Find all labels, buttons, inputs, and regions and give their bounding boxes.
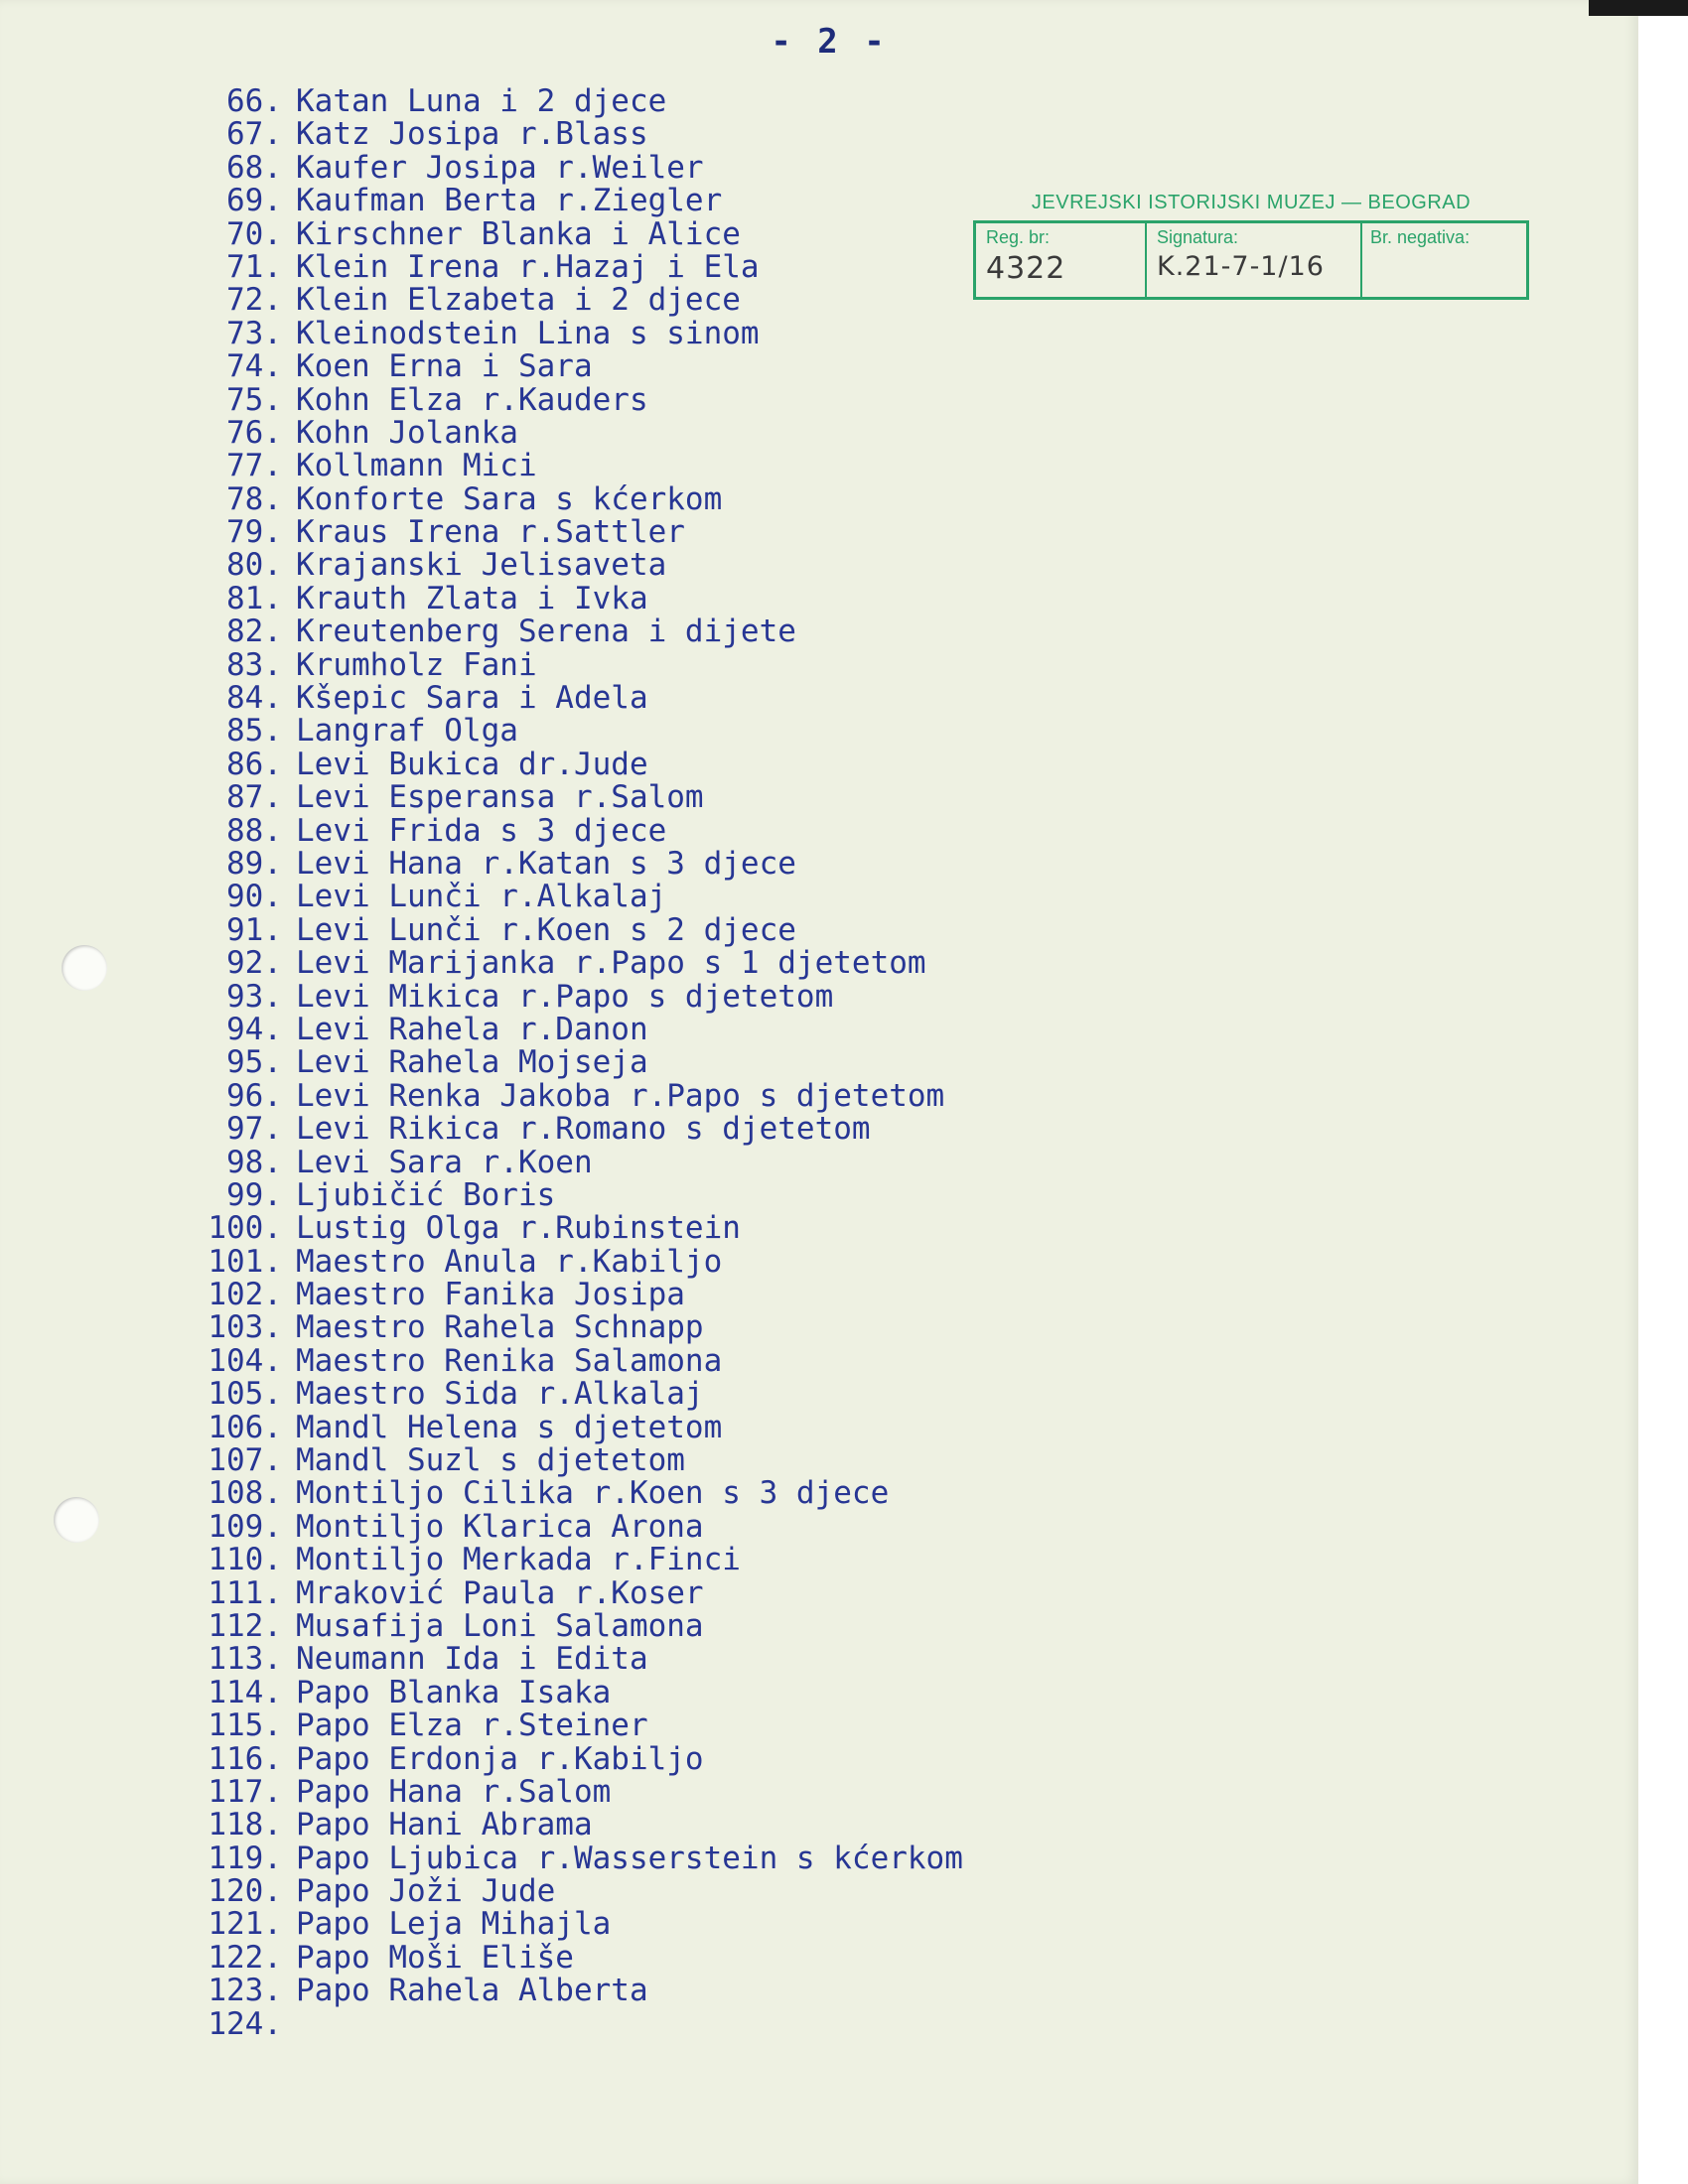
list-item [187, 1409, 1080, 1445]
entry-number: 76. [226, 414, 282, 451]
entry-name: Papo Hani Abrama [296, 1807, 593, 1843]
entry-name: Papo Elza r.Steiner [296, 1707, 648, 1744]
entry-name: Maestro Rahela Schnapp [296, 1309, 704, 1346]
entry-name: Krumholz Fani [296, 646, 537, 683]
entry-number: 109. [208, 1508, 282, 1545]
list-item [187, 812, 1080, 849]
entry-number: 67. [226, 116, 282, 153]
entry-number: 78. [226, 480, 282, 517]
entry-name: Kollmann Mici [296, 448, 537, 484]
entry-number: 122. [208, 1939, 282, 1976]
entry-name: Kohn Jolanka [296, 414, 518, 451]
entry-name: Kreutenberg Serena i dijete [296, 614, 796, 650]
entry-name: Kirschner Blanka i Alice [296, 215, 741, 252]
entry-number: 111. [208, 1574, 282, 1611]
entry-name: Papo Joži Jude [296, 1873, 556, 1910]
entry-number: 68. [226, 149, 282, 186]
list-item [187, 284, 1080, 317]
entry-number: 87. [226, 779, 282, 816]
entry-name: Montiljo Klarica Arona [296, 1508, 704, 1545]
entry-number: 108. [208, 1475, 282, 1512]
entry-number: 75. [226, 381, 282, 418]
entry-number: 107. [208, 1442, 282, 1479]
entry-number: 98. [226, 1144, 282, 1180]
list-item [187, 350, 1080, 383]
stamp-box [973, 220, 1529, 300]
list-item [187, 1212, 1080, 1245]
entry-name: Papo Erdonja r.Kabiljo [296, 1740, 704, 1777]
entry-number: 86. [226, 746, 282, 782]
entry-name: Levi Lunči r.Koen s 2 djece [296, 911, 796, 948]
entry-number: 123. [208, 1973, 282, 2009]
list-item [187, 1773, 1080, 1810]
stamp-negativ-cell [1362, 223, 1526, 297]
entry-name: Levi Bukica dr.Jude [296, 746, 648, 782]
entry-name: Konforte Sara s kćerkom [296, 480, 723, 517]
entry-number: 112. [208, 1607, 282, 1644]
list-item [187, 1809, 1080, 1842]
list-item [187, 1508, 1080, 1545]
entry-number: 110. [208, 1542, 282, 1578]
list-item [187, 2005, 1080, 2042]
list-item [187, 781, 1080, 814]
entry-name: Levi Rahela r.Danon [296, 1011, 648, 1047]
list-item [187, 1011, 1080, 1047]
entry-name: Levi Lunči r.Alkalaj [296, 879, 667, 915]
entry-number: 69. [226, 183, 282, 219]
entry-number: 102. [208, 1277, 282, 1313]
stamp-reg-value: 4322 [986, 251, 1066, 286]
punch-hole-bottom [54, 1497, 99, 1543]
entry-name: Kleinodstein Lina s sinom [296, 315, 760, 351]
entry-name: Montiljo Merkada r.Finci [296, 1542, 741, 1578]
entry-number: 124. [208, 2005, 282, 2042]
entry-name: Levi Frida s 3 djece [296, 812, 667, 849]
entry-name: Krajanski Jelisaveta [296, 547, 667, 584]
list-item [187, 615, 1080, 648]
list-item [187, 1908, 1080, 1941]
entry-name: Papo Blanka Isaka [296, 1674, 612, 1710]
list-item [187, 118, 1080, 151]
stamp-signatura-label: Signatura: [1157, 227, 1239, 247]
entry-number: 115. [208, 1707, 282, 1744]
list-item [187, 646, 1080, 683]
page-number: - 2 - [771, 22, 888, 62]
list-item [187, 746, 1080, 782]
entry-name: Neumann Ida i Edita [296, 1641, 648, 1678]
entry-name: Papo Ljubica r.Wasserstein s kćerkom [296, 1840, 963, 1876]
entry-number: 82. [226, 614, 282, 650]
entry-name: Papo Rahela Alberta [296, 1973, 648, 2009]
list-item [187, 1740, 1080, 1777]
list-item [187, 1444, 1080, 1477]
entry-number: 100. [208, 1210, 282, 1247]
entry-number: 106. [208, 1409, 282, 1445]
entry-number: 120. [208, 1873, 282, 1910]
entry-name: Kšepic Sara i Adela [296, 680, 648, 717]
entry-name: Katan Luna i 2 djece [296, 83, 667, 119]
entry-name: Katz Josipa r.Blass [296, 116, 648, 153]
list-item [187, 248, 1080, 285]
entry-name: Krauth Zlata i Ivka [296, 580, 648, 616]
list-item [187, 978, 1080, 1015]
list-item [187, 149, 1080, 186]
entry-number: 88. [226, 812, 282, 849]
entry-number: 114. [208, 1674, 282, 1710]
list-item [187, 1477, 1080, 1510]
museum-stamp [973, 192, 1529, 300]
punch-hole-top [62, 945, 107, 991]
entry-number: 92. [226, 945, 282, 982]
entry-number: 83. [226, 646, 282, 683]
entry-name: Mandl Suzl s djetetom [296, 1442, 685, 1479]
entry-name: Klein Elzabeta i 2 djece [296, 282, 741, 319]
list-item [187, 1046, 1080, 1079]
list-item [187, 715, 1080, 748]
list-item [187, 85, 1080, 118]
entry-name: Levi Rikica r.Romano s djetetom [296, 1111, 871, 1148]
scan-edge [1589, 0, 1688, 16]
entry-number: 95. [226, 1044, 282, 1081]
list-item [187, 480, 1080, 517]
entry-name: Kaufman Berta r.Ziegler [296, 183, 723, 219]
list-item [187, 911, 1080, 948]
list-item [187, 580, 1080, 616]
list-item [187, 881, 1080, 913]
entry-name: Mraković Paula r.Koser [296, 1574, 704, 1611]
entry-number: 121. [208, 1906, 282, 1943]
entry-number: 93. [226, 978, 282, 1015]
list-item [187, 1544, 1080, 1576]
entry-number: 77. [226, 448, 282, 484]
list-item [187, 215, 1080, 252]
list-item [187, 1574, 1080, 1611]
entry-name: Lustig Olga r.Rubinstein [296, 1210, 741, 1247]
entry-number: 97. [226, 1111, 282, 1148]
entry-name: Ljubičić Boris [296, 1176, 556, 1213]
list-item [187, 516, 1080, 549]
entry-number: 91. [226, 911, 282, 948]
entry-number: 96. [226, 1077, 282, 1114]
entry-name: Kohn Elza r.Kauders [296, 381, 648, 418]
entry-name: Levi Sara r.Koen [296, 1144, 593, 1180]
entry-name: Maestro Anula r.Kabiljo [296, 1243, 723, 1280]
list-item [187, 1279, 1080, 1311]
entry-name: Papo Leja Mihajla [296, 1906, 612, 1943]
list-item [187, 1077, 1080, 1114]
list-item [187, 1144, 1080, 1180]
stamp-signatura-cell [1147, 223, 1362, 297]
list-item [187, 414, 1080, 451]
list-item [187, 1840, 1080, 1876]
entry-name: Papo Moši Eliše [296, 1939, 574, 1976]
list-item [187, 1176, 1080, 1213]
entry-number: 79. [226, 514, 282, 551]
entry-number: 103. [208, 1309, 282, 1346]
entry-number: 117. [208, 1773, 282, 1810]
list-item [187, 1113, 1080, 1146]
list-item [187, 947, 1080, 980]
entry-name: Levi Marijanka r.Papo s 1 djetetom [296, 945, 926, 982]
entry-number: 84. [226, 680, 282, 717]
list-item [187, 845, 1080, 882]
list-item [187, 1709, 1080, 1742]
stamp-reg-cell [976, 223, 1147, 297]
entry-name: Maestro Renika Salamona [296, 1342, 723, 1379]
entry-name: Maestro Fanika Josipa [296, 1277, 685, 1313]
list-item [187, 1875, 1080, 1908]
list-item [187, 1378, 1080, 1411]
list-item [187, 1607, 1080, 1644]
entry-number: 119. [208, 1840, 282, 1876]
list-item [187, 682, 1080, 715]
list-item [187, 1975, 1080, 2007]
entry-name: Kaufer Josipa r.Weiler [296, 149, 704, 186]
list-item [187, 549, 1080, 582]
entry-name: Levi Renka Jakoba r.Papo s djetetom [296, 1077, 945, 1114]
entry-name: Montiljo Cilika r.Koen s 3 djece [296, 1475, 890, 1512]
stamp-negativ-label: Br. negativa: [1370, 227, 1471, 247]
entry-number: 73. [226, 315, 282, 351]
entry-number: 90. [226, 879, 282, 915]
entry-number: 72. [226, 282, 282, 319]
entry-name: Levi Hana r.Katan s 3 djece [296, 845, 796, 882]
entry-name: Klein Irena r.Hazaj i Ela [296, 248, 760, 285]
entry-name: Maestro Sida r.Alkalaj [296, 1376, 704, 1413]
entry-name: Levi Rahela Mojseja [296, 1044, 648, 1081]
entry-number: 105. [208, 1376, 282, 1413]
list-item [187, 1243, 1080, 1280]
entry-number: 71. [226, 248, 282, 285]
entry-name: Levi Esperansa r.Salom [296, 779, 704, 816]
entry-number: 66. [226, 83, 282, 119]
stamp-reg-label: Reg. br: [986, 227, 1051, 247]
list-item [187, 1643, 1080, 1676]
list-item [187, 381, 1080, 418]
scan-margin [1638, 0, 1688, 2184]
stamp-title: JEVREJSKI ISTORIJSKI MUZEJ — BEOGRAD [1031, 192, 1472, 213]
entry-number: 116. [208, 1740, 282, 1777]
entry-number: 81. [226, 580, 282, 616]
list-item [187, 450, 1080, 482]
list-item [187, 315, 1080, 351]
entry-number: 99. [226, 1176, 282, 1213]
entry-number: 80. [226, 547, 282, 584]
entry-number: 74. [226, 348, 282, 385]
list-item [187, 1311, 1080, 1344]
list-item [187, 1939, 1080, 1976]
entry-name: Papo Hana r.Salom [296, 1773, 612, 1810]
name-list [187, 85, 1080, 2041]
entry-name: Musafija Loni Salamona [296, 1607, 704, 1644]
entry-number: 113. [208, 1641, 282, 1678]
entry-name: Kraus Irena r.Sattler [296, 514, 685, 551]
entry-number: 85. [226, 713, 282, 750]
entry-number: 101. [208, 1243, 282, 1280]
entry-name: Koen Erna i Sara [296, 348, 593, 385]
list-item [187, 1674, 1080, 1710]
entry-number: 104. [208, 1342, 282, 1379]
entry-number: 94. [226, 1011, 282, 1047]
entry-name: Langraf Olga [296, 713, 518, 750]
entry-number: 118. [208, 1807, 282, 1843]
list-item [187, 185, 1080, 217]
entry-name: Mandl Helena s djetetom [296, 1409, 723, 1445]
entry-name: Levi Mikica r.Papo s djetetom [296, 978, 834, 1015]
stamp-signatura-value: K.21-7-1/16 [1157, 251, 1325, 282]
list-item [187, 1342, 1080, 1379]
entry-number: 89. [226, 845, 282, 882]
entry-number: 70. [226, 215, 282, 252]
